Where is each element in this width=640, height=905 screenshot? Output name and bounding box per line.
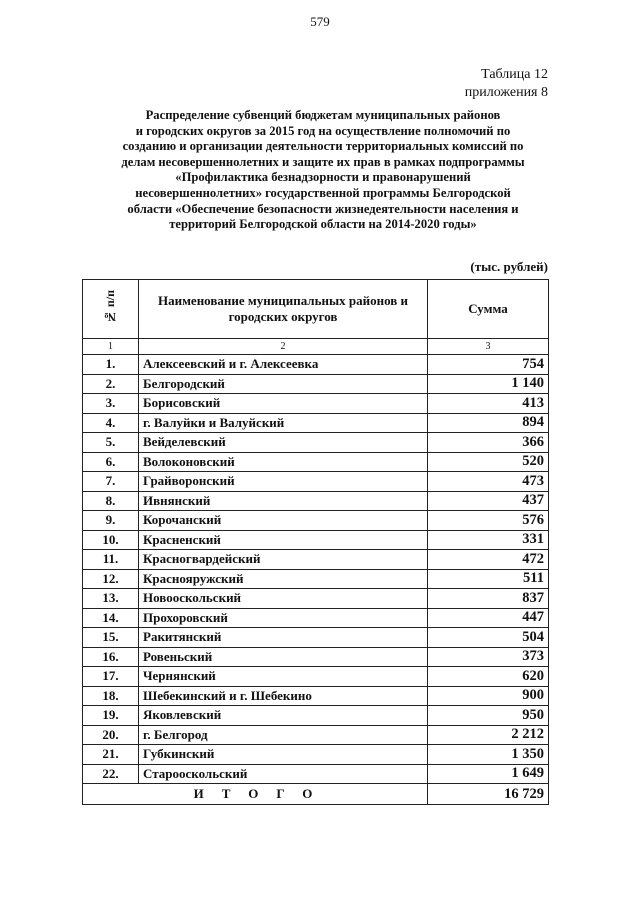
title-line: области «Обеспечение безопасности жизнедеятельности населения и [127, 201, 519, 216]
table-row [83, 706, 549, 726]
row-sum: 511 [428, 569, 549, 589]
table-row [83, 511, 549, 531]
column-number: 3 [428, 339, 549, 355]
table-label-line2: приложения 8 [464, 85, 548, 100]
row-sum: 2 212 [428, 725, 549, 745]
row-name: Яковлевский [139, 706, 428, 726]
table-row [83, 394, 549, 414]
row-name: Ивнянский [139, 491, 428, 511]
total-label: ИТОГО [83, 784, 428, 805]
row-name: Чернянский [139, 667, 428, 687]
row-sum: 1 140 [428, 374, 549, 394]
row-number: 12. [83, 569, 139, 589]
row-number: 2. [83, 374, 139, 394]
row-sum: 894 [428, 413, 549, 433]
row-number: 7. [83, 472, 139, 492]
title-line: созданию и организации деятельности территориальных комиссий по [122, 139, 524, 154]
row-sum: 331 [428, 530, 549, 550]
table-row [83, 667, 549, 687]
header-name: Наименование муниципальных районов и городских округов [139, 280, 428, 339]
table-label-line1: Таблица 12 [481, 67, 548, 82]
row-number: 16. [83, 647, 139, 667]
row-name: г. Белгород [139, 725, 428, 745]
row-name: Старооскольский [139, 764, 428, 784]
row-name: Красногвардейский [139, 550, 428, 570]
table-row [83, 686, 549, 706]
table-row [83, 472, 549, 492]
row-number: 18. [83, 686, 139, 706]
row-number: 1. [83, 355, 139, 375]
row-sum: 472 [428, 550, 549, 570]
row-sum: 504 [428, 628, 549, 648]
row-sum: 437 [428, 491, 549, 511]
row-number: 5. [83, 433, 139, 453]
title-line: территорий Белгородской области на 2014-2020 годы» [169, 217, 477, 232]
title-line: и городских округов за 2015 год на осуществление полномочий по [135, 123, 511, 138]
row-number: 11. [83, 550, 139, 570]
header-row [83, 280, 549, 339]
row-sum: 576 [428, 511, 549, 531]
row-name: Грайворонский [139, 472, 428, 492]
title-line: «Профилактика безнадзорности и правонарушений [175, 170, 471, 185]
table-row [83, 647, 549, 667]
row-number: 15. [83, 628, 139, 648]
table-row [83, 608, 549, 628]
row-number: 17. [83, 667, 139, 687]
row-sum: 950 [428, 706, 549, 726]
table-label [465, 66, 548, 102]
row-sum: 1 649 [428, 764, 549, 784]
row-name: Борисовский [139, 394, 428, 414]
row-number: 10. [83, 530, 139, 550]
row-name: Прохоровский [139, 608, 428, 628]
row-number: 20. [83, 725, 139, 745]
table-row [83, 413, 549, 433]
row-name: Ровеньский [139, 647, 428, 667]
table-row [83, 355, 549, 375]
header-num: № п/п [83, 280, 139, 339]
table-row [83, 530, 549, 550]
table-row [83, 374, 549, 394]
row-sum: 473 [428, 472, 549, 492]
row-name: г. Валуйки и Валуйский [139, 413, 428, 433]
table-row [83, 550, 549, 570]
row-sum: 1 350 [428, 745, 549, 765]
row-sum: 366 [428, 433, 549, 453]
table-row [83, 628, 549, 648]
column-number: 1 [83, 339, 139, 355]
title-line: делам несовершеннолетних и защите их прав в рамках подпрограммы [121, 154, 525, 169]
total-sum: 16 729 [428, 784, 549, 805]
row-name: Алексеевский и г. Алексеевка [139, 355, 428, 375]
row-name: Ракитянский [139, 628, 428, 648]
row-number: 21. [83, 745, 139, 765]
column-number: 2 [139, 339, 428, 355]
row-sum: 413 [428, 394, 549, 414]
row-name: Волоконовский [139, 452, 428, 472]
row-number: 13. [83, 589, 139, 609]
row-sum: 520 [428, 452, 549, 472]
row-sum: 447 [428, 608, 549, 628]
row-name: Белгородский [139, 374, 428, 394]
document-title [82, 108, 564, 233]
row-name: Красненский [139, 530, 428, 550]
title-line: несовершеннолетних» государственной программы Белгородской [135, 185, 511, 200]
header-sum: Сумма [428, 280, 549, 339]
row-sum: 754 [428, 355, 549, 375]
row-sum: 900 [428, 686, 549, 706]
row-sum: 837 [428, 589, 549, 609]
row-number: 14. [83, 608, 139, 628]
row-name: Вейделевский [139, 433, 428, 453]
column-number-row [83, 339, 549, 355]
title-line: Распределение субвенций бюджетам муниципальных районов [145, 108, 501, 122]
row-number: 6. [83, 452, 139, 472]
row-number: 22. [83, 764, 139, 784]
table-row [83, 589, 549, 609]
table-row [83, 569, 549, 589]
table-row [83, 764, 549, 784]
table-row [83, 491, 549, 511]
table-row [83, 433, 549, 453]
row-number: 4. [83, 413, 139, 433]
units-label: (тыс. рублей) [470, 259, 548, 274]
subsidy-table [82, 279, 549, 805]
row-number: 8. [83, 491, 139, 511]
row-name: Краснояружский [139, 569, 428, 589]
row-name: Корочанский [139, 511, 428, 531]
table-row [83, 725, 549, 745]
total-row [83, 784, 549, 805]
row-name: Шебекинский и г. Шебекино [139, 686, 428, 706]
row-number: 9. [83, 511, 139, 531]
table-row [83, 745, 549, 765]
row-number: 19. [83, 706, 139, 726]
page-number: 579 [310, 14, 330, 29]
row-number: 3. [83, 394, 139, 414]
row-name: Новооскольский [139, 589, 428, 609]
row-sum: 620 [428, 667, 549, 687]
row-name: Губкинский [139, 745, 428, 765]
table-row [83, 452, 549, 472]
row-sum: 373 [428, 647, 549, 667]
